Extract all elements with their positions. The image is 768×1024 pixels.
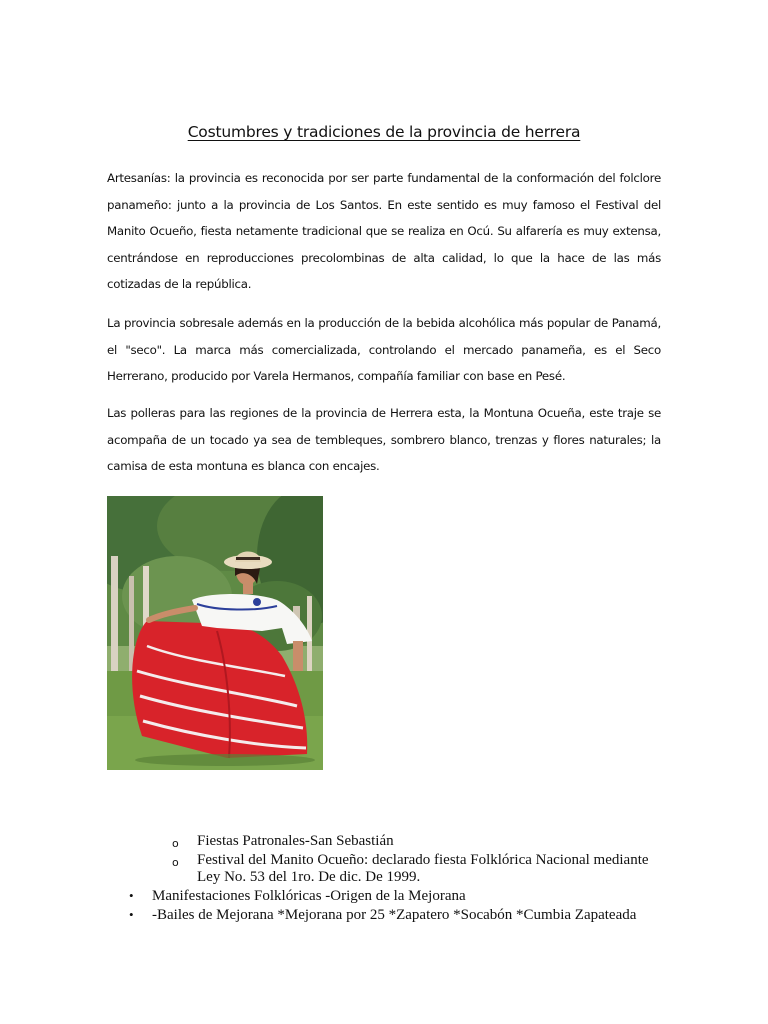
list-item-text: Fiestas Patronales-San Sebastián xyxy=(197,833,394,849)
document-title: Costumbres y tradiciones de la provincia de herrera xyxy=(187,123,581,141)
pollera-dancer-illustration xyxy=(107,496,323,770)
bullet-list xyxy=(127,887,667,925)
paragraph-polleras: Las polleras para las regiones de la provincia de Herrera esta, la Montuna Ocueña, este traje se acompaña de un tocado ya sea de tembleques, sombrero blanco, trenzas y flores naturales; la camisa de esta montuna es blanca con encajes. xyxy=(107,406,661,474)
list-item xyxy=(172,852,672,887)
bullet-marker: • xyxy=(129,888,134,903)
paragraph-artesanias: Artesanías: la provincia es reconocida por ser parte fundamental de la conformación del folclore panameño: junto a la provincia de Los Santos. En este sentido es muy famoso el Festival del Manito Ocueño, fiesta netamente tradicional que se realiza en Ocú. Su alfarería es muy extensa, centrándose en reproducciones precolombinas de alta calidad, lo que la hace de las más cotizadas de la república. xyxy=(107,171,661,292)
list-item xyxy=(127,887,667,905)
list-item-text: Festival del Manito Ocueño: declarado fiesta Folklórica Nacional mediante Ley No. 53 del 1ro. De dic. De 1999. xyxy=(197,851,649,885)
list-item xyxy=(127,906,667,924)
pollera-dancer-photo xyxy=(107,496,323,770)
sub-list xyxy=(172,833,672,888)
bullet-marker: • xyxy=(129,907,134,922)
list-marker: o xyxy=(172,855,179,869)
list-item-text: Manifestaciones Folklóricas -Origen de la Mejorana xyxy=(152,888,466,904)
list-item xyxy=(172,833,672,851)
list-item-text: -Bailes de Mejorana *Mejorana por 25 *Zapatero *Socabón *Cumbia Zapateada xyxy=(152,907,637,923)
paragraph-seco: La provincia sobresale además en la producción de la bebida alcohólica más popular de Panamá, el "seco". La marca más comercializada, controlando el mercado panameña, es el Seco Herrerano, producido por Varela Hermanos, compañía familiar con base en Pesé. xyxy=(107,316,661,384)
list-marker: o xyxy=(172,837,179,850)
